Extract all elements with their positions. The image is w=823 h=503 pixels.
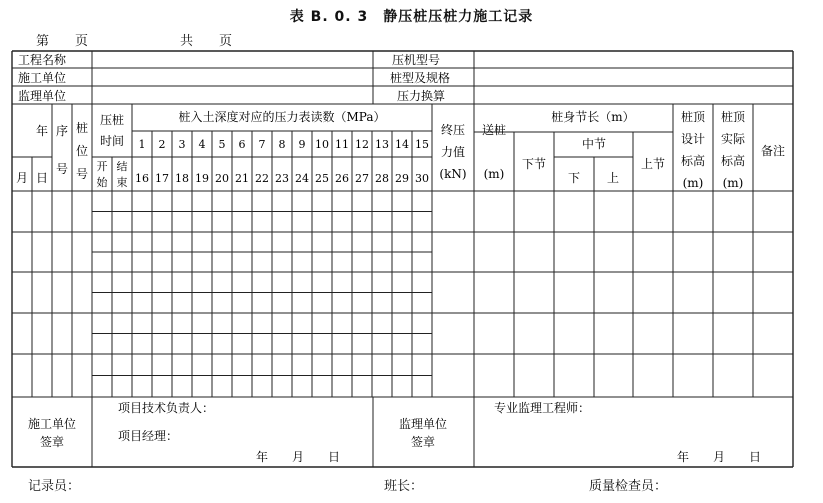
page-number-label: 第 页 bbox=[36, 34, 89, 49]
header-design-top: (m) bbox=[682, 176, 704, 190]
header-start: 开 bbox=[96, 160, 108, 173]
header-design-top: 标高 bbox=[680, 154, 706, 168]
date-right-label: 年 月 日 bbox=[677, 450, 762, 464]
date-left-label: 年 月 日 bbox=[256, 450, 341, 464]
depth-col-number: 9 bbox=[298, 138, 306, 151]
depth-col-number: 7 bbox=[258, 138, 266, 151]
header-depth-title: 桩入土深度对应的压力表读数（MPa） bbox=[178, 110, 386, 124]
page-total-label: 共 页 bbox=[180, 34, 233, 49]
engineer-label: 专业监理工程师： bbox=[494, 401, 591, 415]
depth-col-number: 19 bbox=[195, 172, 209, 185]
header-end: 束 bbox=[116, 176, 128, 189]
depth-col-number: 14 bbox=[395, 138, 409, 151]
header-design-top: 设计 bbox=[680, 132, 706, 146]
header-pile-no: 桩 bbox=[75, 121, 89, 135]
header-seq: 序 bbox=[55, 124, 69, 138]
tech-lead-label: 项目技术负责人： bbox=[118, 401, 215, 415]
depth-col-number: 4 bbox=[198, 138, 206, 151]
construction-unit-label: 施工单位 bbox=[18, 71, 67, 85]
header-middle-lower: 下 bbox=[567, 171, 581, 185]
header-seq: 号 bbox=[55, 162, 69, 176]
header-start: 始 bbox=[96, 176, 108, 189]
header-remarks: 备注 bbox=[760, 144, 786, 158]
footer-team-leader: 班长： bbox=[384, 479, 424, 494]
machine-model-label: 压机型号 bbox=[392, 53, 441, 67]
depth-col-number: 30 bbox=[415, 172, 429, 185]
header-press-time: 压桩 bbox=[99, 113, 125, 127]
depth-col-number: 23 bbox=[275, 172, 289, 185]
header-end: 结 bbox=[116, 160, 128, 173]
depth-col-number: 3 bbox=[178, 138, 186, 151]
construction-unit-seal-label: 施工单位 bbox=[27, 417, 77, 431]
depth-col-number: 27 bbox=[355, 172, 369, 185]
depth-col-number: 16 bbox=[135, 172, 149, 185]
header-send-pile: 送桩 bbox=[481, 123, 507, 137]
depth-col-number: 20 bbox=[215, 172, 229, 185]
depth-col-number: 5 bbox=[218, 138, 226, 151]
depth-col-number: 2 bbox=[158, 138, 166, 151]
pressure-conversion-label: 压力换算 bbox=[397, 89, 446, 103]
depth-col-number: 24 bbox=[295, 172, 309, 185]
depth-col-number: 10 bbox=[315, 138, 329, 151]
depth-col-number: 18 bbox=[175, 172, 189, 185]
header-segment-title: 桩身节长（m） bbox=[551, 110, 635, 124]
header-actual-top: (m) bbox=[722, 176, 744, 190]
depth-col-number: 15 bbox=[415, 138, 429, 151]
header-lower-section: 下节 bbox=[521, 157, 547, 171]
supervision-unit-seal-label: 签章 bbox=[410, 435, 436, 449]
header-final-pressure: 力值 bbox=[440, 145, 466, 159]
header-send-pile: (m) bbox=[483, 167, 505, 181]
footer-qc-inspector: 质量检查员： bbox=[589, 479, 668, 494]
header-press-time: 时间 bbox=[99, 134, 125, 148]
depth-col-number: 29 bbox=[395, 172, 409, 185]
depth-col-number: 12 bbox=[355, 138, 369, 151]
header-middle-upper: 上 bbox=[606, 171, 620, 185]
depth-col-number: 11 bbox=[335, 138, 349, 151]
header-actual-top: 实际 bbox=[720, 132, 746, 146]
footer-recorder: 记录员： bbox=[28, 479, 81, 494]
depth-col-number: 13 bbox=[375, 138, 389, 151]
header-actual-top: 标高 bbox=[720, 154, 746, 168]
depth-col-number: 8 bbox=[278, 138, 286, 151]
header-pile-no: 位 bbox=[75, 144, 89, 158]
header-final-pressure: 终压 bbox=[440, 123, 466, 137]
depth-col-number: 1 bbox=[138, 138, 146, 151]
depth-col-number: 22 bbox=[255, 172, 269, 185]
project-manager-label: 项目经理： bbox=[118, 429, 179, 443]
header-actual-top: 桩顶 bbox=[720, 110, 746, 124]
depth-col-number: 28 bbox=[375, 172, 389, 185]
project-name-label: 工程名称 bbox=[18, 53, 67, 67]
header-final-pressure: (kN) bbox=[439, 167, 467, 181]
supervision-unit-seal-label: 监理单位 bbox=[398, 417, 448, 431]
header-design-top: 桩顶 bbox=[680, 110, 706, 124]
depth-col-number: 17 bbox=[155, 172, 169, 185]
depth-col-number: 6 bbox=[238, 138, 246, 151]
depth-col-number: 25 bbox=[315, 172, 329, 185]
page-title: 表 B. 0. 3 静压桩压桩力施工记录 bbox=[289, 9, 534, 25]
header-day: 日 bbox=[35, 171, 49, 185]
header-month: 月 bbox=[15, 171, 29, 185]
pile-spec-label: 桩型及规格 bbox=[390, 71, 451, 85]
depth-col-number: 26 bbox=[335, 172, 349, 185]
supervision-unit-label: 监理单位 bbox=[18, 89, 67, 103]
header-upper-section: 上节 bbox=[640, 157, 666, 171]
construction-unit-seal-label: 签章 bbox=[39, 435, 65, 449]
depth-col-number: 21 bbox=[235, 172, 249, 185]
header-year: 年 bbox=[35, 124, 49, 138]
header-middle-section: 中节 bbox=[581, 137, 607, 151]
header-pile-no: 号 bbox=[75, 167, 89, 181]
